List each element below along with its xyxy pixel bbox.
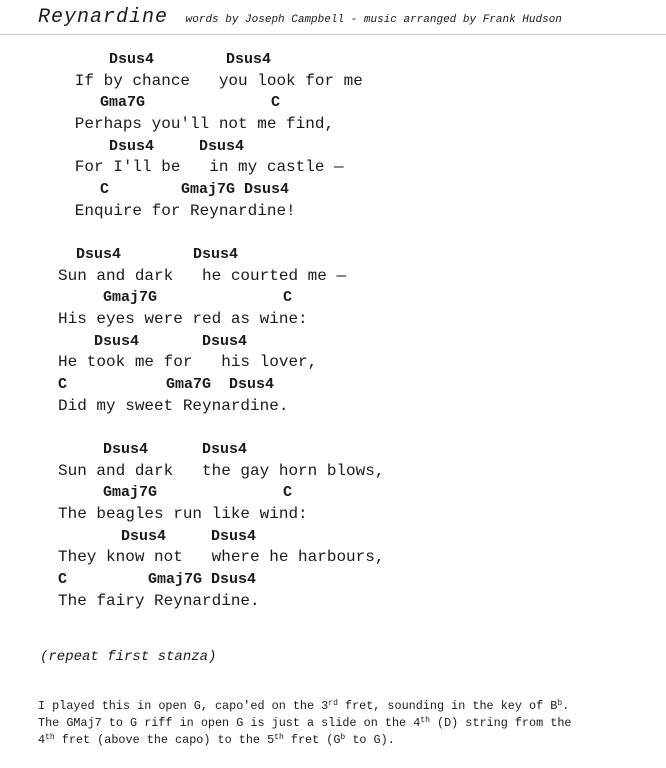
chord-line: Dsus4 Dsus4 [46,51,272,68]
lyric-line: He took me for his lover, [58,353,318,372]
header-divider [0,34,666,35]
chord-line: C Gmaj7G Dsus4 [46,181,290,199]
chord-line: Gmaj7G C [58,289,293,307]
chord-line: Dsus4 Dsus4 [58,332,248,350]
lyric-line: Sun and dark the gay horn blows, [58,461,385,480]
lyric-line: Enquire for Reynardine! [46,201,296,220]
stanza-2 [58,244,346,418]
notes-line-3: 4th fret (above the capo) to the 5th fret ($G^b$ to G). [38,733,395,747]
lyric-line: The beagles run like wind: [58,505,308,524]
chord-line: Dsus4 Dsus4 [58,246,239,263]
song-credits: words by Joseph Campbell - music arranged by Frank Hudson [185,14,562,26]
stanza-3 [58,439,384,613]
lyric-line: The fairy Reynardine. [58,591,260,610]
chord-line: Dsus4 Dsus4 [58,527,257,545]
chord-line: Dsus4 Dsus4 [46,137,245,155]
lyric-line: Perhaps you'll not me find, [46,115,335,134]
lyric-line: They know not where he harbours, [58,548,385,567]
song-header [38,6,562,29]
chord-line: C Gmaj7G Dsus4 [58,571,257,589]
notes-line-1: I played this in open G, capo'ed on the 3rd fret, sounding in the key of $B^b$. [38,699,570,713]
lyric-line: Did my sweet Reynardine. [58,396,289,415]
stanza-1 [46,49,363,223]
chord-line: Gmaj7G C [58,484,293,502]
notes-line-2: The GMaj7 to G riff in open G is just a slide on the 4th (D) string from the [38,716,572,730]
lyric-line: Sun and dark he courted me — [58,266,347,285]
lyric-line: If by chance you look for me [46,71,363,90]
lyric-line: His eyes were red as wine: [58,310,308,329]
chord-line: C Gma7G Dsus4 [58,376,275,394]
lyric-line: For I'll be in my castle — [46,158,344,177]
repeat-instruction: (repeat first stanza) [40,649,217,665]
song-title: Reynardine [38,6,169,29]
chord-line: Dsus4 Dsus4 [58,441,248,458]
chord-line: Gma7G C [46,94,281,112]
performance-notes [38,698,572,749]
